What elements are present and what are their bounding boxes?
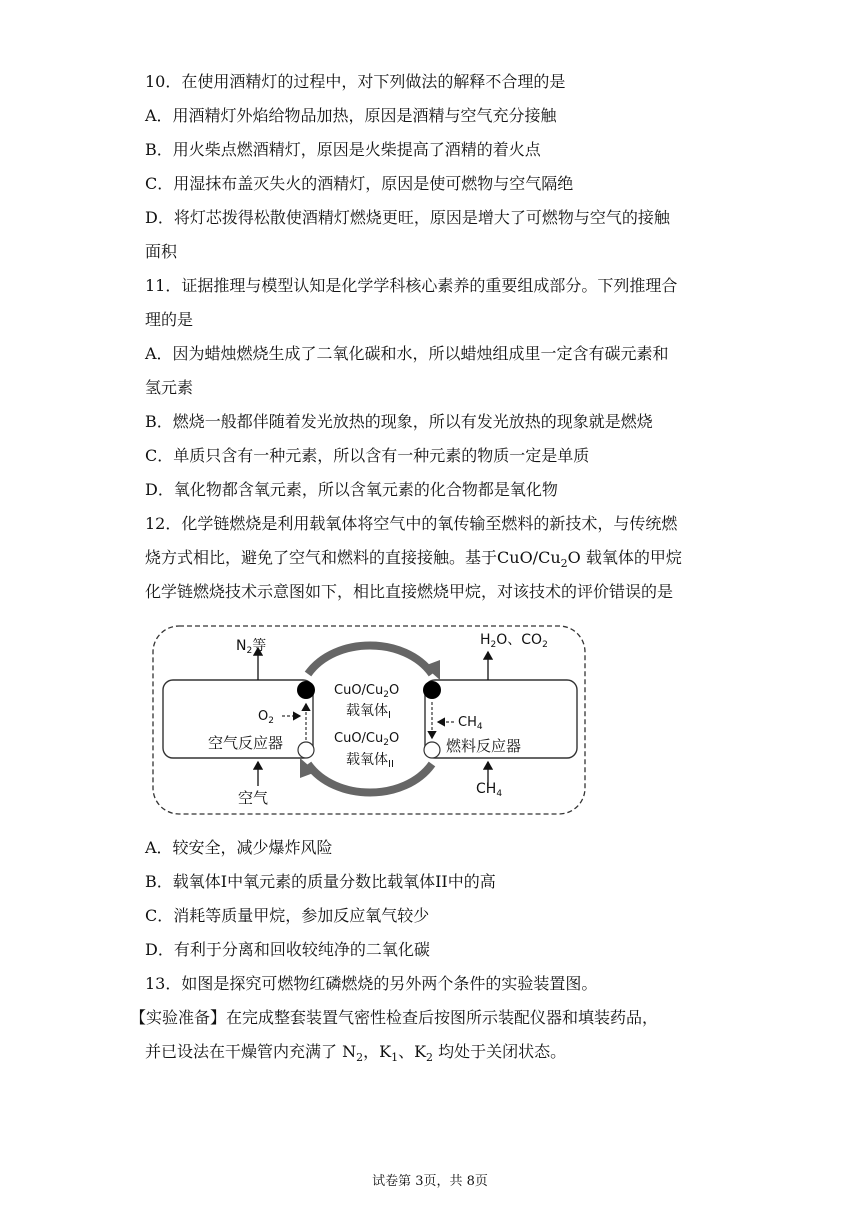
q12-stem: 12．化学链燃烧是利用载氧体将空气中的氧传输至燃料的新技术，与传统燃: [145, 514, 678, 533]
label-carrier-2-name: 载氧体$_{II}$: [346, 752, 394, 770]
label-ch4-inflow: $CH_4$: [476, 781, 503, 799]
q12-option-d: D．有利于分离和回收较纯净的二氧化碳: [145, 940, 430, 959]
q13-prep-cont: 并已设法在干燥管内充满了 $N_2$，$K_1$、$K_2$ 均处于关闭状态。: [145, 1042, 567, 1065]
q10-option-d: D．将灯芯拨得松散使酒精灯燃烧更旺，原因是增大了可燃物与空气的接触: [145, 208, 670, 227]
q12-stem-cont: 烧方式相比，避免了空气和燃料的直接接触。基于CuO/$Cu_2O$ 载氧体的甲烷: [145, 548, 682, 571]
transfer-arrow-top: [308, 646, 432, 675]
label-air-inflow: 空气: [238, 789, 269, 807]
label-ch4-inner: $CH_4$: [458, 715, 483, 732]
q10-option-d-cont: 面积: [145, 242, 178, 261]
carrier-particle-air-bottom: [298, 742, 314, 758]
transfer-arrow-bottom: [308, 764, 432, 793]
label-h2o-co2-outflow: $H_2O$、$CO_2$: [480, 632, 548, 650]
q11-option-a-cont: 氢元素: [145, 378, 194, 397]
q11-option-b: B．燃烧一般都伴随着发光放热的现象，所以有发光放热的现象就是燃烧: [145, 412, 653, 431]
q12-option-c: C．消耗等质量甲烷，参加反应氧气较少: [145, 906, 430, 925]
label-carrier-1-name: 载氧体$_I$: [346, 703, 391, 721]
q10-option-a: A．用酒精灯外焰给物品加热，原因是酒精与空气充分接触: [145, 106, 557, 125]
label-n2-outflow: $N_2$等: [236, 638, 267, 656]
carrier-particle-fuel-bottom: [424, 742, 440, 758]
label-air-reactor: 空气反应器: [208, 734, 284, 752]
label-carrier-2-formula: CuO/$Cu_2O$: [334, 731, 400, 748]
q13-prep: 【实验准备】在完成整套装置气密性检查后按图所示装配仪器和填装药品，: [130, 1008, 659, 1027]
q10-option-b: B．用火柴点燃酒精灯，原因是火柴提高了酒精的着火点: [145, 140, 541, 159]
label-fuel-reactor: 燃料反应器: [446, 737, 522, 755]
q11-stem-cont: 理的是: [145, 310, 194, 329]
chemical-looping-diagram: [150, 622, 590, 818]
carrier-particle-air-top: [297, 681, 315, 699]
q12-stem-cont-2: 化学链燃烧技术示意图如下，相比直接燃烧甲烷，对该技术的评价错误的是: [145, 582, 674, 601]
q12-option-a: A．较安全，减少爆炸风险: [145, 838, 333, 857]
q11-option-d: D．氧化物都含氧元素，所以含氧元素的化合物都是氧化物: [145, 480, 558, 499]
q11-option-a: A．因为蜡烛燃烧生成了二氧化碳和水，所以蜡烛组成里一定含有碳元素和: [145, 344, 669, 363]
q10-option-c: C．用湿抹布盖灭失火的酒精灯，原因是使可燃物与空气隔绝: [145, 174, 574, 193]
q13-stem: 13．如图是探究可燃物红磷燃烧的另外两个条件的实验装置图。: [145, 974, 598, 993]
q10-stem: 10．在使用酒精灯的过程中，对下列做法的解释不合理的是: [145, 72, 566, 91]
q12-option-b: B．载氧体I中氧元素的质量分数比载氧体II中的高: [145, 872, 496, 891]
q11-option-c: C．单质只含有一种元素，所以含有一种元素的物质一定是单质: [145, 446, 590, 465]
carrier-particle-fuel-top: [423, 681, 441, 699]
page-footer: 试卷第 3页，共 8页: [372, 1174, 488, 1189]
label-carrier-1-formula: CuO/$Cu_2O$: [334, 683, 400, 700]
q11-stem: 11．证据推理与模型认知是化学学科核心素养的重要组成部分。下列推理合: [145, 276, 678, 295]
label-o2: $O_2$: [258, 709, 274, 726]
